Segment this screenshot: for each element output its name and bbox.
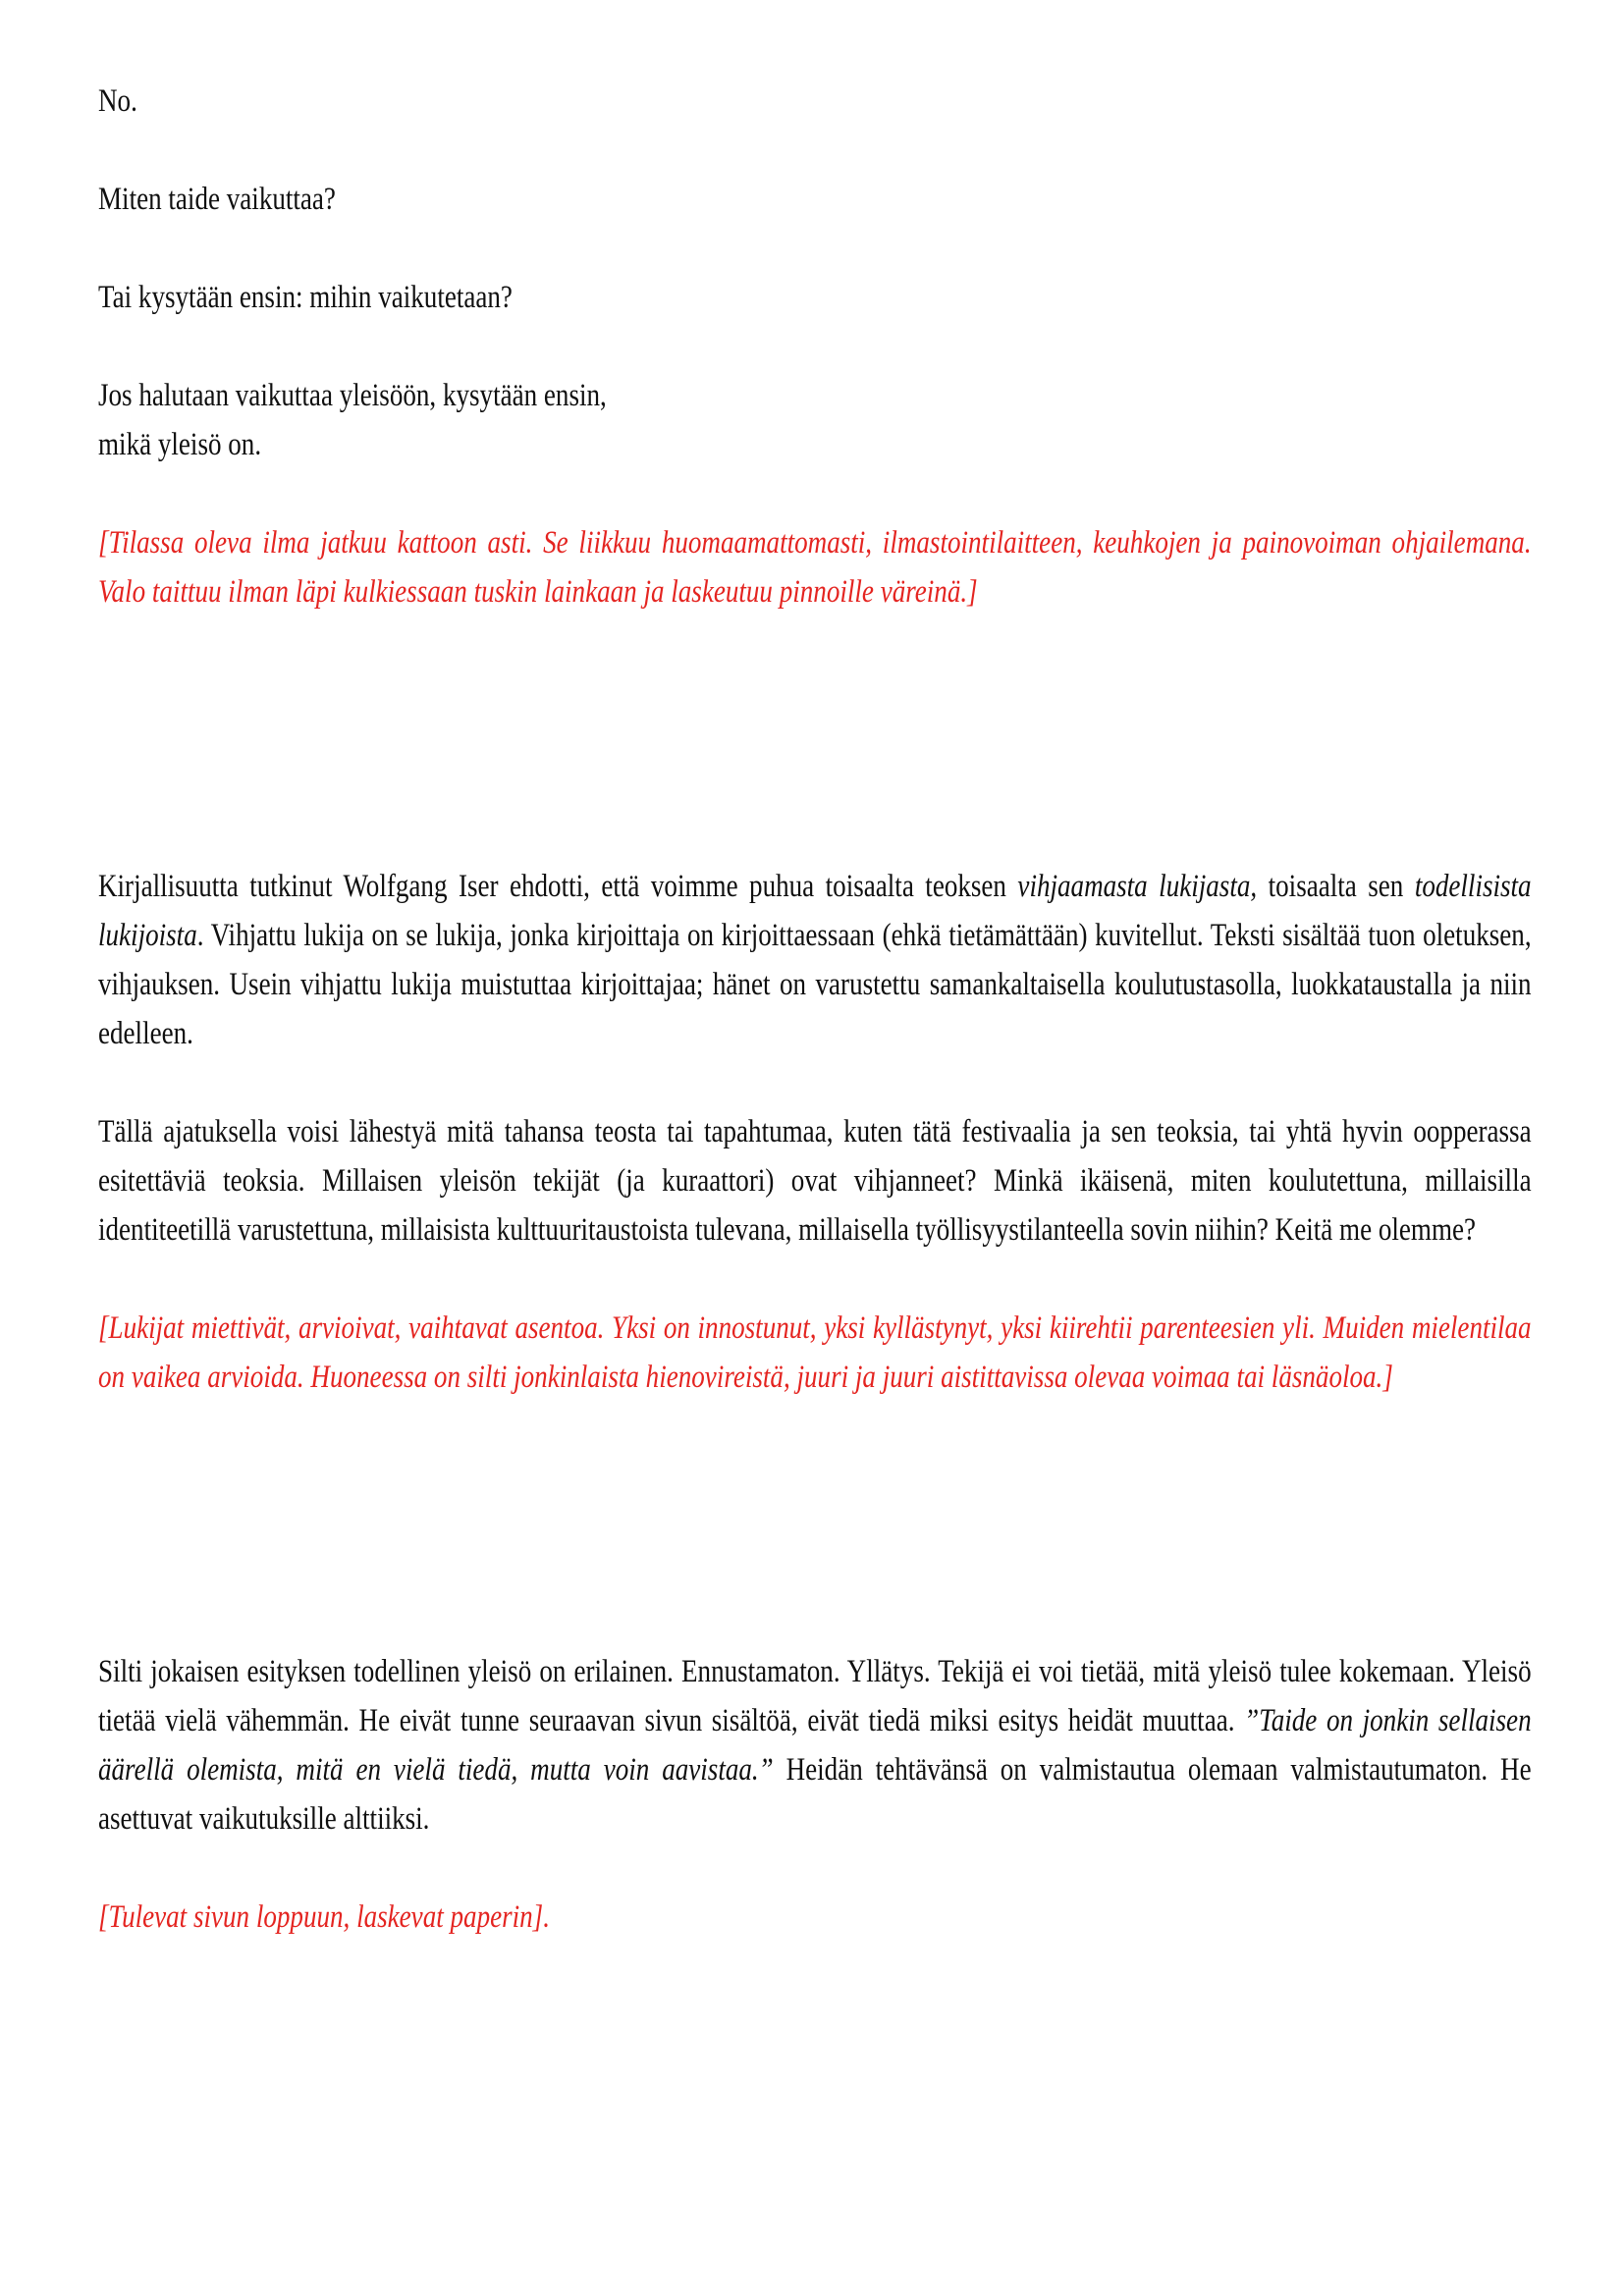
text-line: [Tulevat sivun loppuun, laskevat paperin]. (98, 1899, 550, 1935)
text-line: Silti jokaisen esityksen todellinen yleisö on erilainen. Ennustamaton. Yllätys. Tekijä ei voi tietää, mitä yleisö tulee kokemaan. Yleisö tietää vielä vähemmän. He eivät tunne seuraavan sivun sisältöä, eivät tiedä miksi esitys heidät muuttaa. ”Taide on jonkin sellaisen äärellä olemista, mitä en vielä tiedä, mutta voin aavistaa.” Heidän tehtävänsä on valmistautua olemaan valmistautumaton. He asettuvat vaikutuksille alttiiksi. (98, 1654, 1532, 1837)
stage-direction-page-end (98, 1893, 1532, 1942)
stage-direction-air (98, 518, 1532, 616)
opening-line-4 (98, 371, 1532, 469)
text-line: mikä yleisö on. (98, 427, 262, 462)
text-line: Tai kysytään ensin: mihin vaikutetaan? (98, 280, 513, 315)
paragraph-silti-jokaisen (98, 1647, 1532, 1843)
paragraph-wolfgang-iser (98, 862, 1532, 1058)
text-line: [Lukijat miettivät, arvioivat, vaihtavat asentoa. Yksi on innostunut, yksi kyllästynyt, yksi kiirehtii parenteesien yli. Muiden mielentilaa on vaikea arvioida. Huoneessa on silti jonkinlaista hienovireistä, juuri ja juuri aistittavissa olevaa voimaa tai läsnäoloa.] (98, 1310, 1532, 1395)
text-line: Kirjallisuutta tutkinut Wolfgang Iser ehdotti, että voimme puhua toisaalta teoksen vihjaamasta lukijasta, toisaalta sen todellisista lukijoista. Vihjattu lukija on se lukija, jonka kirjoittaja on kirjoittaessaan (ehkä tietämättään) kuvitellut. Teksti sisältää tuon oletuksen, vihjauksen. Usein vihjattu lukija muistuttaa kirjoittajaa; hänet on varustettu samankaltaisella koulutustasolla, luokkataustalla ja niin edelleen. (98, 869, 1532, 1051)
text-line: Miten taide vaikuttaa? (98, 182, 336, 217)
text-line: [Tilassa oleva ilma jatkuu kattoon asti. Se liikkuu huomaamattomasti, ilmastointilaitteen, keuhkojen ja painovoiman ohjailemana. Valo taittuu ilman läpi kulkiessaan tuskin lainkaan ja laskeutuu pinnoille väreinä.] (98, 525, 1532, 610)
opening-line-2 (98, 175, 1532, 224)
text-line: No. (98, 83, 137, 119)
opening-line-1 (98, 77, 1532, 126)
paragraph-talla-ajatuksella (98, 1107, 1532, 1255)
text-line: Jos halutaan vaikuttaa yleisöön, kysytään ensin, (98, 378, 607, 413)
text-line: Tällä ajatuksella voisi lähestyä mitä tahansa teosta tai tapahtumaa, kuten tätä festivaalia ja sen teoksia, tai yhtä hyvin oopperassa esitettäviä teoksia. Millaisen yleisön tekijät (ja kuraattori) ovat vihjanneet? Minkä ikäisenä, miten koulutettuna, millaisilla identiteetillä varustettuna, millaisista kulttuuritaustoista tulevana, millaisella työllisyystilanteella sovin niihin? Keitä me olemme? (98, 1114, 1532, 1248)
opening-line-3 (98, 273, 1532, 322)
stage-direction-readers (98, 1304, 1532, 1402)
